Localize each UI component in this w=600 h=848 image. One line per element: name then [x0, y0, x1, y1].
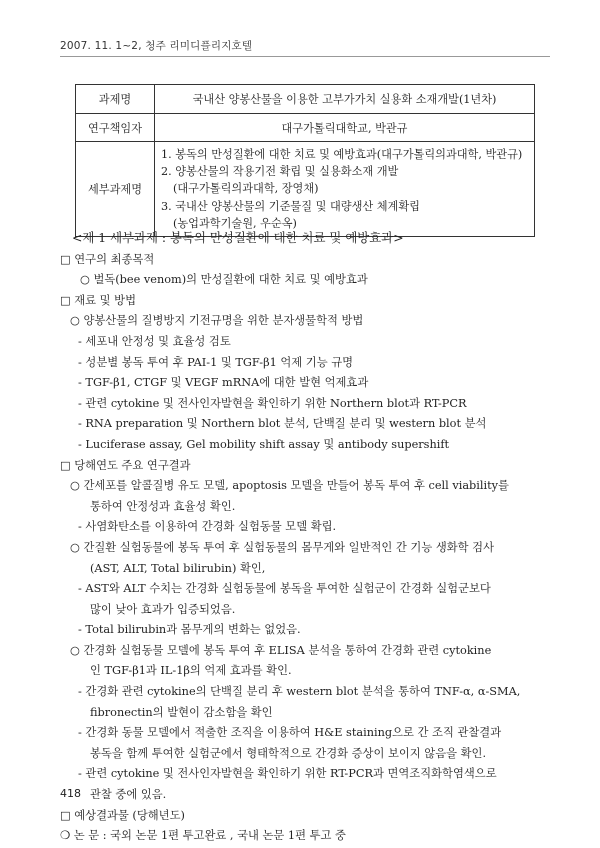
results-subitem: - 관련 cytokine 및 전사인자발현을 확인하기 위한 RT-PCR과 면역조직화학염색으로: [78, 767, 497, 781]
methods-item: ○ 양봉산물의 질병방지 기전규명을 위한 분자생물학적 방법: [70, 314, 364, 328]
results-subitem: - 간경화 관련 cytokine의 단백질 분리 후 western blot 분석을 통하여 TNF-α, α-SMA,: [78, 685, 521, 699]
table-row: [76, 85, 535, 114]
results-item: ○ 간질환 실험동물에 봉독 투여 후 실험동물의 몸무게와 일반적인 간 기능 생화학 검사: [70, 540, 494, 554]
results-continuation: 인 TGF-β1과 IL-1β의 억제 효과를 확인.: [90, 664, 292, 678]
running-header: 2007. 11. 1~2, 청주 리미디플리지호텔: [60, 40, 253, 52]
section-heading-methods: □ 재료 및 방법: [60, 293, 137, 307]
methods-subitem: - 성분별 봉독 투여 후 PAI-1 및 TGF-β1 억제 기능 규명: [78, 355, 354, 369]
report-body: [60, 228, 550, 847]
results-subitem: - 사염화탄소를 이용하여 간경화 실험동물 모델 확립.: [78, 520, 337, 534]
project-name-value: 국내산 양봉산물을 이용한 고부가가치 실용화 소재개발(1년차): [155, 85, 535, 114]
subproject-item: 1. 봉독의 만성질환에 대한 치료 및 예방효과(대구가톨릭의과대학, 박관규): [161, 148, 523, 161]
results-item: ○ 간세포를 알콜질병 유도 모델, apoptosis 모델을 만들어 봉독 투여 후 cell viability를: [70, 479, 509, 493]
subproject-label: 세부과제명: [76, 142, 155, 237]
section-title: <제 1 세부과제 : 봉독의 만성질환에 대한 치료 및 예방효과>: [72, 230, 404, 245]
objective-item: ○ 벌독(bee venom)의 만성질환에 대한 치료 및 예방효과: [80, 273, 368, 287]
results-continuation: 통하여 안정성과 효율성 확인.: [90, 499, 236, 513]
subproject-item: 2. 양봉산물의 작용기전 확립 및 실용화소재 개발: [161, 165, 399, 179]
project-info-table: [75, 84, 535, 237]
subproject-affiliation: (농업과학기술원, 우순옥): [173, 216, 297, 230]
methods-subitem: - Luciferase assay, Gel mobility shift assay 및 antibody supershift: [78, 437, 450, 451]
results-continuation: 많이 낮아 효과가 입증되었음.: [90, 602, 236, 616]
results-continuation: fibronectin의 발현이 감소함을 확인: [90, 705, 273, 719]
section-heading-results: □ 당해연도 주요 연구결과: [60, 458, 191, 472]
results-subitem: - 간경화 동물 모델에서 적출한 조직을 이용하여 H&E staining으로 간 조직 관찰결과: [78, 726, 502, 740]
section-heading-objective: □ 연구의 최종목적: [60, 252, 155, 266]
results-item: ○ 간경화 실험동물 모델에 봉독 투여 후 ELISA 분석을 통하여 간경화 관련 cytokine: [70, 643, 492, 657]
results-continuation: (AST, ALT, Total bilirubin) 확인,: [90, 561, 266, 575]
results-continuation: 관찰 중에 있음.: [90, 788, 167, 802]
subproject-affiliation: (대구가톨릭의과대학, 장영채): [173, 182, 319, 196]
results-continuation: 봉독을 함께 투여한 실험군에서 형태학적으로 간경화 증상이 보이지 않음을 확인.: [90, 746, 487, 760]
results-subitem: - Total bilirubin과 몸무게의 변화는 없었음.: [78, 623, 301, 637]
methods-subitem: - 관련 cytokine 및 전사인자발현을 확인하기 위한 Northern blot과 RT-PCR: [78, 396, 467, 410]
methods-subitem: - TGF-β1, CTGF 및 VEGF mRNA에 대한 발현 억제효과: [78, 376, 369, 390]
header-divider: [60, 56, 550, 57]
table-row: [76, 142, 535, 237]
section-heading-expected-output: □ 예상결과물 (당해년도): [60, 808, 185, 822]
project-name-label: 과제명: [76, 85, 155, 114]
page-number: 418: [60, 787, 81, 800]
expected-output-item: ❍ 논 문 : 국외 논문 1편 투고완료 , 국내 논문 1편 투고 중: [60, 829, 346, 843]
principal-investigator-label: 연구책임자: [76, 114, 155, 142]
table-row: [76, 114, 535, 142]
principal-investigator-value: 대구가톨릭대학교, 박관규: [155, 114, 535, 142]
results-subitem: - AST와 ALT 수치는 간경화 실험동물에 봉독을 투여한 실험군이 간경화 실험군보다: [78, 582, 491, 596]
methods-subitem: - 세포내 안정성 및 효율성 검토: [78, 334, 231, 348]
subproject-item: 3. 국내산 양봉산물의 기준물질 및 대량생산 체계확립: [161, 199, 420, 213]
subproject-list: [155, 142, 535, 237]
methods-subitem: - RNA preparation 및 Northern blot 분석, 단백질 분리 및 western blot 분석: [78, 417, 487, 431]
